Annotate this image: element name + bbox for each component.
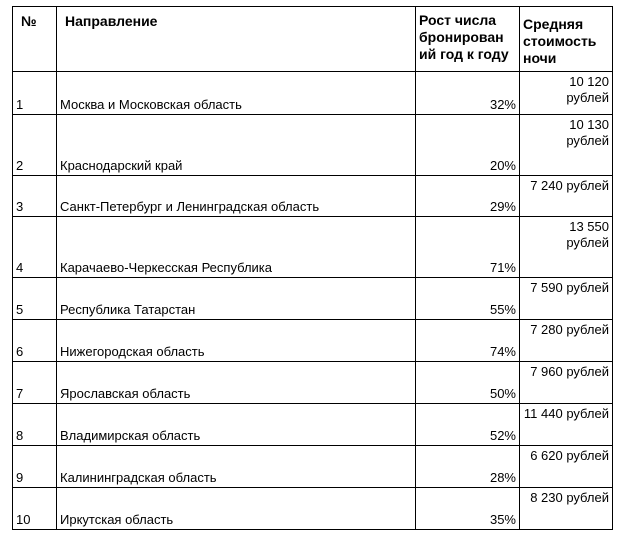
row-price-line: 13 550 [569,219,609,234]
row-price [520,320,613,362]
destinations-table [12,6,613,530]
row-price-line: 10 130 [569,117,609,132]
header-price-line: стоимость [523,33,597,49]
row-price-line: 7 590 рублей [530,280,609,295]
row-price [520,278,613,320]
row-growth: 32% [416,72,520,115]
table-row [13,72,613,115]
row-price [520,176,613,217]
row-price-line: 7 240 рублей [530,178,609,193]
row-direction: Иркутская область [57,488,416,530]
row-price [520,362,613,404]
row-direction: Санкт-Петербург и Ленинградская область [57,176,416,217]
row-price-line: 7 960 рублей [530,364,609,379]
row-direction: Республика Татарстан [57,278,416,320]
table-row [13,115,613,176]
row-growth: 74% [416,320,520,362]
row-direction: Карачаево-Черкесская Республика [57,217,416,278]
row-price [520,488,613,530]
row-direction: Владимирская область [57,404,416,446]
row-number: 5 [13,278,57,320]
header-growth-line: ий год к году [419,46,509,62]
header-direction: Направление [57,7,416,72]
row-number: 9 [13,446,57,488]
row-number: 4 [13,217,57,278]
table-row [13,217,613,278]
row-number: 6 [13,320,57,362]
row-growth: 55% [416,278,520,320]
row-direction: Нижегородская область [57,320,416,362]
header-price-line: Средняя [523,16,584,32]
table-row [13,320,613,362]
row-growth: 29% [416,176,520,217]
table-row [13,404,613,446]
header-price [520,7,613,72]
row-number: 8 [13,404,57,446]
header-num: № [13,7,57,72]
row-price [520,115,613,176]
table-row [13,176,613,217]
table-row [13,362,613,404]
row-growth: 50% [416,362,520,404]
row-number: 7 [13,362,57,404]
row-price-line: 8 230 рублей [530,490,609,505]
row-direction: Москва и Московская область [57,72,416,115]
row-price-line: рублей [566,90,609,105]
row-number: 10 [13,488,57,530]
table-row [13,446,613,488]
table-row [13,278,613,320]
row-price-line: 10 120 [569,74,609,89]
header-price-line: ночи [523,50,557,66]
row-growth: 35% [416,488,520,530]
row-direction: Калининградская область [57,446,416,488]
header-row [13,7,613,72]
header-growth [416,7,520,72]
table-row [13,488,613,530]
row-number: 3 [13,176,57,217]
header-growth-line: Рост числа [419,12,497,28]
row-price [520,446,613,488]
row-number: 2 [13,115,57,176]
row-price-line: 7 280 рублей [530,322,609,337]
row-price-line: 6 620 рублей [530,448,609,463]
row-price-line: рублей [566,133,609,148]
row-direction: Ярославская область [57,362,416,404]
row-growth: 52% [416,404,520,446]
row-growth: 28% [416,446,520,488]
row-price [520,404,613,446]
row-growth: 20% [416,115,520,176]
row-price [520,217,613,278]
row-price-line: 11 440 рублей [523,406,609,421]
row-number: 1 [13,72,57,115]
row-growth: 71% [416,217,520,278]
row-price-line: рублей [566,235,609,250]
row-price [520,72,613,115]
header-growth-line: бронирован [419,29,504,45]
row-direction: Краснодарский край [57,115,416,176]
